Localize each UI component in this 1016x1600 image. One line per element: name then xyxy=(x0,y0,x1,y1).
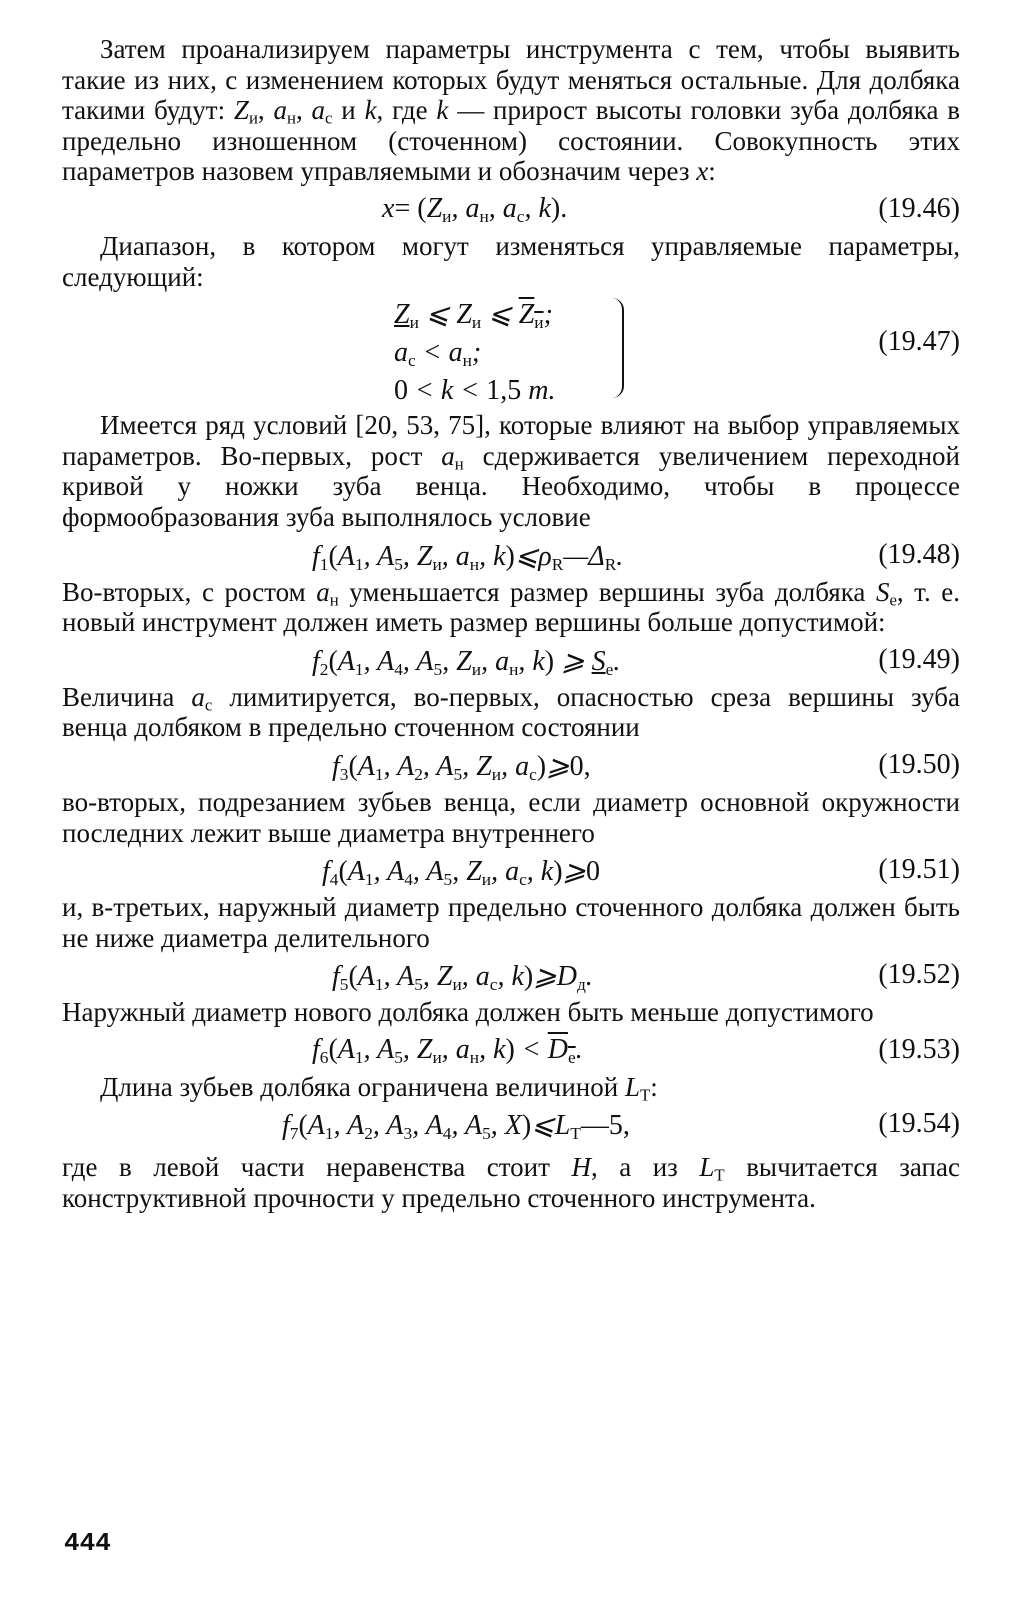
paragraph-7: и, в-третьих, наружный диаметр предельно сточенного долбяка должен быть не ниже диаметра делительного xyxy=(62,892,960,953)
right-brace xyxy=(610,298,624,398)
equation-19-54: $f_7(A_1$, $A_2$, $A_3$, $A_4$, $A_5$, $X)⩽L_T—5$, (19.54) xyxy=(282,1108,960,1144)
equation-19-51: $f_4(A_1$, $A_4$, $A_5$, $Z_и$, $a_с$, k)⩾0 (19.51) xyxy=(322,854,960,889)
paragraph-9: Длина зубьев долбяка ограничена величиной $L_T$: xyxy=(100,1071,658,1105)
equation-19-49: $f_2(A_1$, $A_4$, $A_5$, $Z_и$, $a_н$, k) ⩾ $S_e$. (19.49) xyxy=(312,643,960,679)
equation-number: (19.49) xyxy=(878,643,960,675)
paragraph-10: где в левой части неравенства стоит H, а из $L_T$ вычитается запас конструктивной прочности у предельно сточенного инструмента. xyxy=(62,1152,960,1214)
paragraph-1: Затем проанализируем параметры инструмента с тем, чтобы выявить такие из них, с изменением которых будут меняться остальные. Для долбяка такими будут: $Z_и$, $a_н$, $a_с$ и k, где k — прирост высоты головки зуба долбяка в предельно изношенном (сточенном) состоянии. Совокупность этих параметров назовем управляемыми и обозначим через x: xyxy=(62,34,961,187)
equation-number: (19.47) xyxy=(878,326,960,358)
paragraph-5: Величина $a_с$ лимитируется, во-первых, опасностью среза вершины зуба венца долбяком в предельно сточенном состоянии xyxy=(62,681,960,743)
equation-number: (19.46) xyxy=(878,192,960,224)
equation-number: (19.50) xyxy=(878,748,960,780)
paragraph-4: Во-вторых, с ростом $a_н$ уменьшается размер вершины зуба долбяка $S_e$, т. е. новый инструмент должен иметь размер вершины больше допустимой: xyxy=(62,576,960,638)
page-number: 444 xyxy=(64,1528,111,1558)
equation-19-46: $x= (Z_и$, $a_н$, $a_с$, k). (19.46) xyxy=(382,192,960,226)
equation-number: (19.52) xyxy=(878,959,960,991)
equation-19-47: $Z_и$ ⩽ $Z_и$ ⩽ $Z_и$; $a_с < a_н$; 0 < k < 1,5 m. (19.47) xyxy=(394,299,960,407)
equation-19-50: $f_3(A_1$, $A_2$, $A_5$, $Z_и$, $a_с)⩾0$, (19.50) xyxy=(332,748,960,784)
page-body xyxy=(62,34,960,1214)
equation-number: (19.54) xyxy=(878,1108,960,1140)
equation-number: (19.48) xyxy=(878,538,960,570)
equation-number: (19.51) xyxy=(878,854,960,886)
equation-number: (19.53) xyxy=(878,1033,960,1065)
paragraph-6: во-вторых, подрезанием зубьев венца, если диаметр основной окружности последних лежит выше диаметра внутреннего xyxy=(62,786,960,848)
equation-19-53: $f_6(A_1$, $A_5$, $Z_и$, $a_н$, $k) < D_e$. (19.53) xyxy=(312,1033,960,1067)
paragraph-3: Имеется ряд условий [20, 53, 75], которые влияют на выбор управляемых параметров. Во-первых, рост $a_н$ сдерживается увеличением переходной кривой у ножки зуба венца. Необходимо, чтобы в процессе формообразования зуба выполнялось условие xyxy=(62,410,960,532)
equation-19-48: $f_1(A_1$, $A_5$, $Z_и$, $a_н$, $k)⩽\rho_R—\Delta_R$. (19.48) xyxy=(312,538,960,574)
paragraph-8: Наружный диаметр нового долбяка должен быть меньше допустимого xyxy=(62,997,874,1028)
equation-19-52: $f_5(A_1$, $A_5$, $Z_и$, $a_с$, $k)⩾D_д$. (19.52) xyxy=(332,959,960,995)
paragraph-2: Диапазон, в котором могут изменяться управляемые параметры, следующий: xyxy=(62,230,960,292)
